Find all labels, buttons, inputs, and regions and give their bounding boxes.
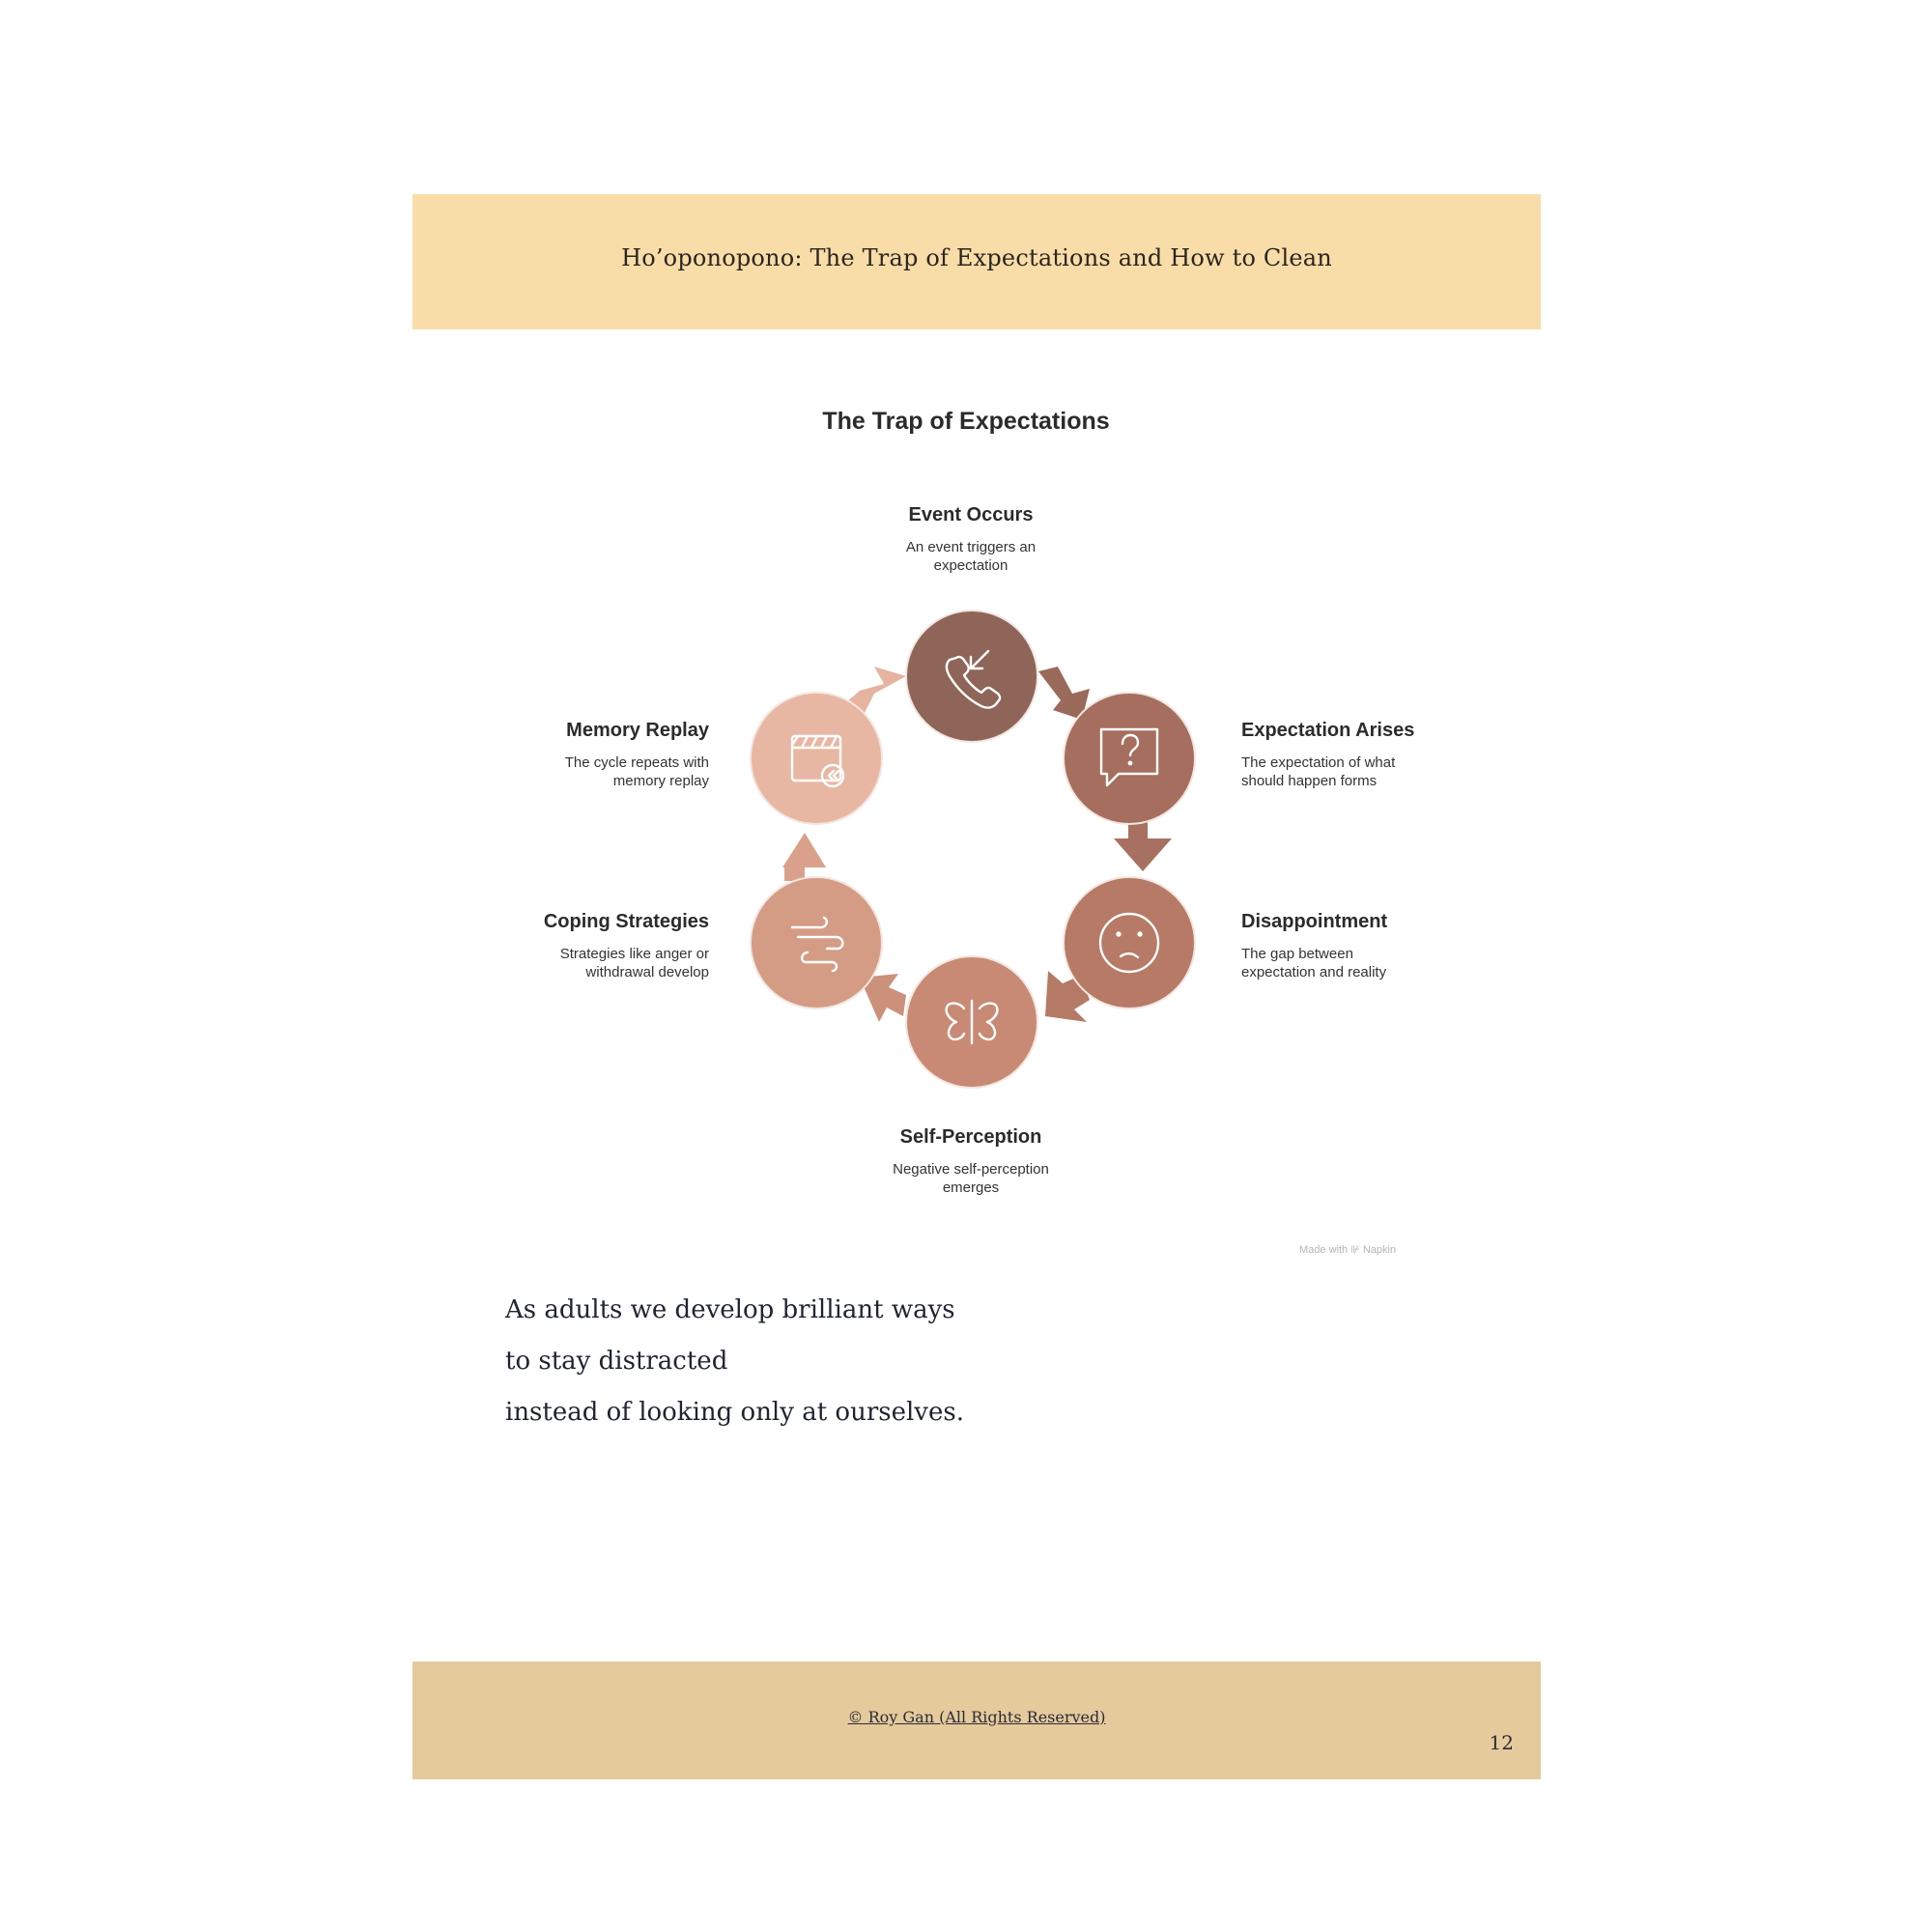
- arrow-2: [1114, 819, 1172, 871]
- stage-title: Disappointment: [1241, 911, 1388, 932]
- stage-self-perception: [826, 1126, 1116, 1197]
- copyright-link[interactable]: © Roy Gan (All Rights Reserved): [847, 1708, 1106, 1726]
- circle-coping-strategies: [751, 877, 882, 1009]
- stage-desc-line: The gap between: [1241, 946, 1353, 962]
- arrow-5: [782, 833, 826, 881]
- stage-title: Memory Replay: [566, 720, 709, 741]
- stage-title: Event Occurs: [908, 504, 1034, 526]
- stage-title: Coping Strategies: [543, 911, 709, 932]
- body-line: As adults we develop brilliant ways: [505, 1295, 955, 1324]
- stage-desc-line: should happen forms: [1241, 773, 1378, 789]
- stage-desc-line: withdrawal develop: [585, 964, 709, 980]
- napkin-credit: Made with ⊮ Napkin: [1299, 1244, 1397, 1256]
- stage-memory-replay: [458, 720, 709, 790]
- stage-desc-line: memory replay: [612, 773, 709, 789]
- stage-desc-line: Strategies like anger or: [559, 946, 709, 962]
- stage-event-occurs: [826, 504, 1116, 575]
- header-title: Ho’oponopono: The Trap of Expectations and How to Clean: [621, 244, 1332, 271]
- circle-expectation-arises: [1064, 693, 1195, 824]
- body-paragraph: [505, 1285, 964, 1438]
- stage-desc-line: Negative self-perception: [893, 1161, 1049, 1178]
- stage-title: Expectation Arises: [1241, 720, 1415, 741]
- page-footer: [412, 1662, 1541, 1779]
- body-line: instead of looking only at ourselves.: [505, 1398, 964, 1427]
- stage-desc-line: expectation: [933, 557, 1009, 574]
- body-line: to stay distracted: [505, 1347, 728, 1376]
- stage-desc-line: emerges: [942, 1179, 1000, 1196]
- circle-disappointment: [1064, 877, 1195, 1009]
- stage-expectation-arises: [1241, 720, 1492, 790]
- stage-title: Self-Perception: [899, 1126, 1042, 1148]
- page-number: 12: [1489, 1731, 1514, 1754]
- stage-desc-line: The cycle repeats with: [564, 754, 709, 771]
- stage-desc-line: An event triggers an: [905, 539, 1037, 555]
- circle-memory-replay: [751, 693, 882, 824]
- stage-coping-strategies: [458, 911, 709, 981]
- stage-desc-line: The expectation of what: [1241, 754, 1396, 771]
- circle-event-occurs: [906, 611, 1037, 742]
- diagram-title: The Trap of Expectations: [822, 408, 1110, 435]
- stage-disappointment: [1241, 911, 1492, 981]
- stage-desc-line: expectation and reality: [1241, 964, 1387, 980]
